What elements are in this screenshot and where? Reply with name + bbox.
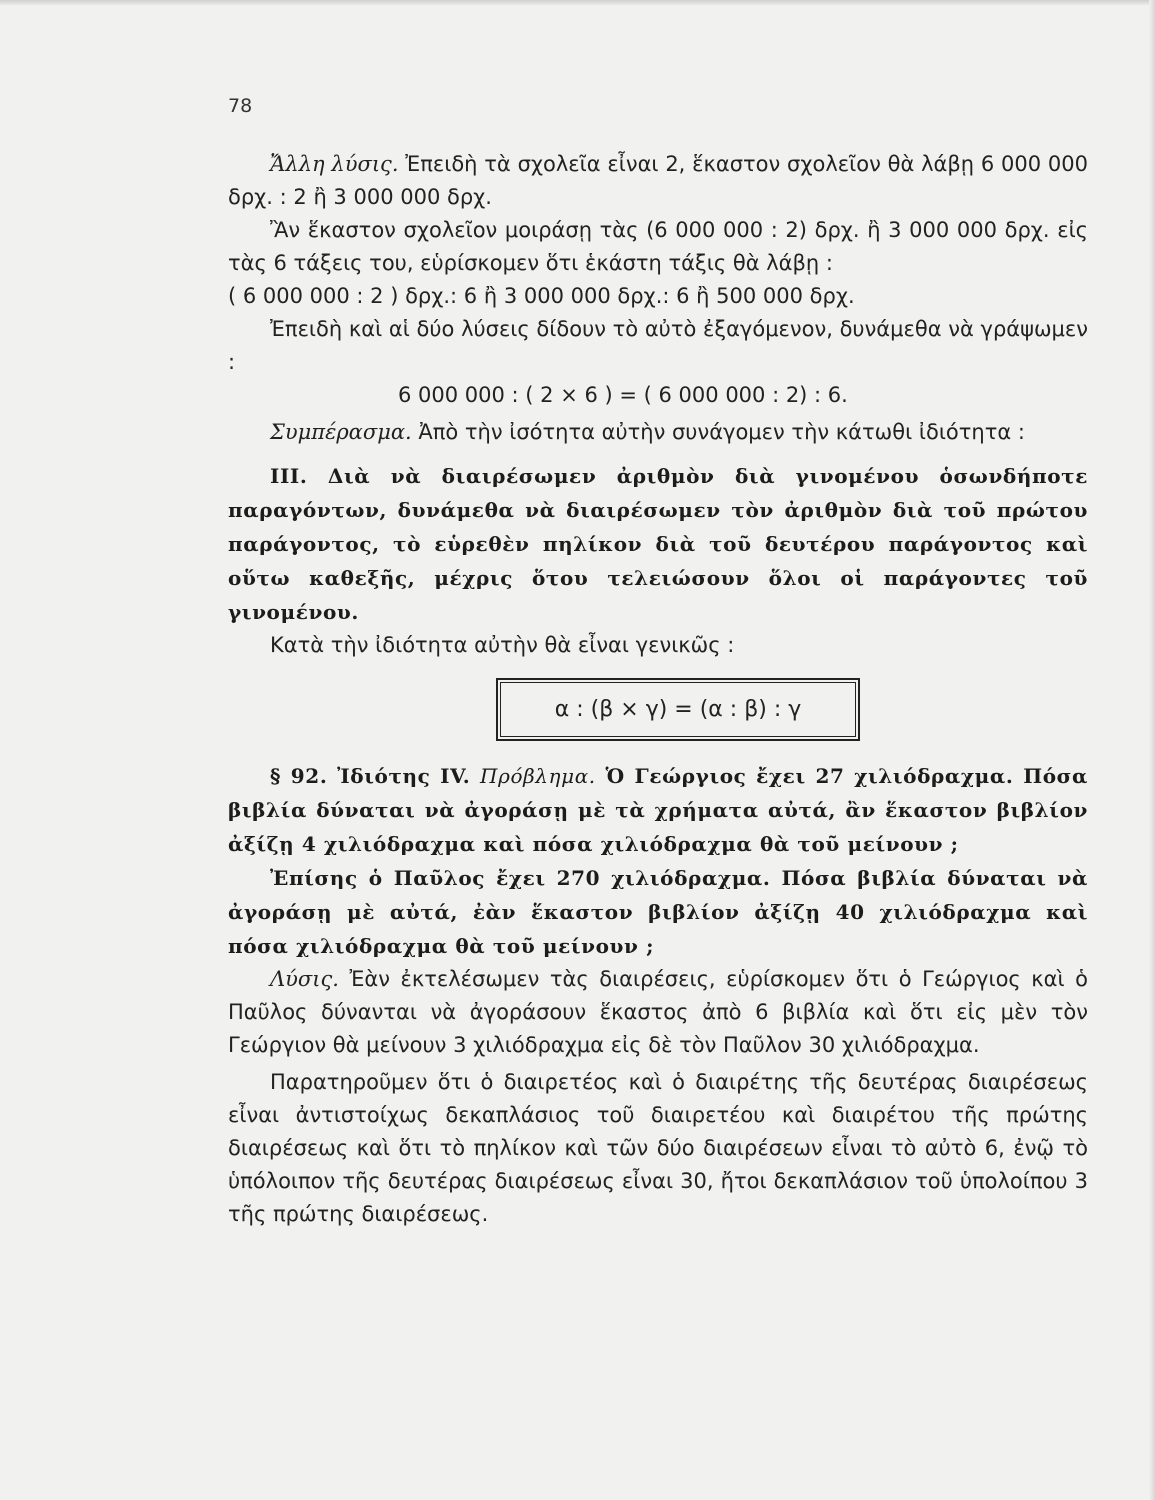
general-form-intro: Κατὰ τὴν ἰδιότητα αὐτὴν θὰ εἶναι γενικῶς : xyxy=(270,633,735,657)
equal-results-paragraph: Ἐπειδὴ καὶ αἱ δύο λύσεις δίδουν τὸ αὐτὸ ἐξαγόμενον, δυνάμεθα νὰ γράψωμεν : xyxy=(228,317,1088,374)
section-92-heading: § 92. Ἰδιότης IV. xyxy=(270,764,471,788)
section-92-paragraph xyxy=(228,759,1088,861)
boxed-formula: α : (β × γ) = (α : β) : γ xyxy=(500,682,856,737)
scan-right-edge xyxy=(1149,0,1155,1500)
conclusion-label: Συμπέρασμα. xyxy=(270,420,412,444)
solution-label: Λύσις. xyxy=(270,967,339,991)
property-three-rule: III. Διὰ νὰ διαιρέσωμεν ἀριθμὸν διὰ γινομένου ὁσωνδήποτε παραγόντων, δυνάμεθα νὰ διαιρέσωμεν τὸν ἀριθμὸν διὰ τοῦ πρώτου παράγοντος, τὸ εὑρεθὲν πηλίκον διὰ τοῦ δευτέρου παράγοντος καὶ οὕτω καθεξῆς, μέχρις ὅτου τελειώσουν ὅλοι οἱ παράγοντες τοῦ γινομένου. xyxy=(228,464,1088,624)
problem-label: Πρόβλημα. xyxy=(480,764,596,788)
solution-text: Ἐὰν ἐκτελέσωμεν τὰς διαιρέσεις, εὑρίσκομεν ὅτι ὁ Γεώργιος καὶ ὁ Παῦλος δύνανται νὰ ἀγοράσουν ἕκαστος ἀπὸ 6 βιβλία καὶ ὅτι εἰς μὲν τὸν Γεώργιον θὰ μείνουν 3 χιλιόδραχμα εἰς δὲ τὸν Παῦλον 30 χιλιόδραχμα. xyxy=(228,967,1088,1057)
distribution-paragraph: Ἂν ἕκαστον σχολεῖον μοιράσῃ τὰς (6 000 000 : 2) δρχ. ἢ 3 000 000 δρχ. εἰς τὰς 6 τάξεις του, εὑρίσκομεν ὅτι ἑκάστη τάξις θὰ λάβῃ : xyxy=(228,218,1088,275)
solution-paragraph xyxy=(228,963,1088,1062)
pavlos-problem-paragraph: Ἐπίσης ὁ Παῦλος ἔχει 270 χιλιόδραχμα. Πόσα βιβλία δύναται νὰ ἀγοράσῃ μὲ αὐτά, ἐὰν ἕκαστον βιβλίον ἀξίζῃ 40 χιλιόδραχμα καὶ πόσα χιλιόδραχμα θὰ τοῦ μείνουν ; xyxy=(228,866,1088,958)
conclusion-text: Ἀπὸ τὴν ἰσότητα αὐτὴν συνάγομεν τὴν κάτωθι ἰδιότητα : xyxy=(411,420,1025,444)
alternative-solution-label: Ἄλλη λύσις. xyxy=(270,152,399,176)
scan-top-edge xyxy=(0,0,1155,6)
equality-formula: 6 000 000 : ( 2 × 6 ) = ( 6 000 000 : 2) : 6. xyxy=(398,383,848,407)
page-body xyxy=(228,148,1088,1231)
division-formula-line: ( 6 000 000 : 2 ) δρχ.: 6 ἢ 3 000 000 δρχ.: 6 ἢ 500 000 δρχ. xyxy=(228,284,855,308)
conclusion-paragraph xyxy=(228,416,1088,449)
page-number: 78 xyxy=(228,95,253,117)
problem-text: Ὁ Γεώργιος ἔχει 27 χιλιόδραχμα. Πόσα βιβλία δύναται νὰ ἀγοράσῃ μὲ τὰ χρήματα αὐτά, ἂν ἕκαστον βιβλίον ἀξίζῃ 4 χιλιόδραχμα καὶ πόσα χιλιόδραχμα θὰ τοῦ μείνουν ; xyxy=(228,764,1088,856)
alternative-solution-text: Ἐπειδὴ τὰ σχολεῖα εἶναι 2, ἕκαστον σχολεῖον θὰ λάβῃ 6 000 000 δρχ. : 2 ἢ 3 000 000 δρχ. xyxy=(228,152,1088,209)
alternative-solution-paragraph xyxy=(228,148,1088,214)
observation-paragraph: Παρατηροῦμεν ὅτι ὁ διαιρετέος καὶ ὁ διαιρέτης τῆς δευτέρας διαιρέσεως εἶναι ἀντιστοίχως δεκαπλάσιος τοῦ διαιρετέου καὶ διαιρέτου τῆς πρώτης διαιρέσεως καὶ ὅτι τὸ πηλίκον καὶ τῶν δύο διαιρέσεων εἶναι τὸ αὐτὸ 6, ἐνῷ τὸ ὑπόλοιπον τῆς δευτέρας διαιρέσεως εἶναι 30, ἤτοι δεκαπλάσιον τοῦ ὑπολοίπου 3 τῆς πρώτης διαιρέσεως. xyxy=(228,1070,1088,1226)
boxed-formula-frame xyxy=(496,678,860,741)
